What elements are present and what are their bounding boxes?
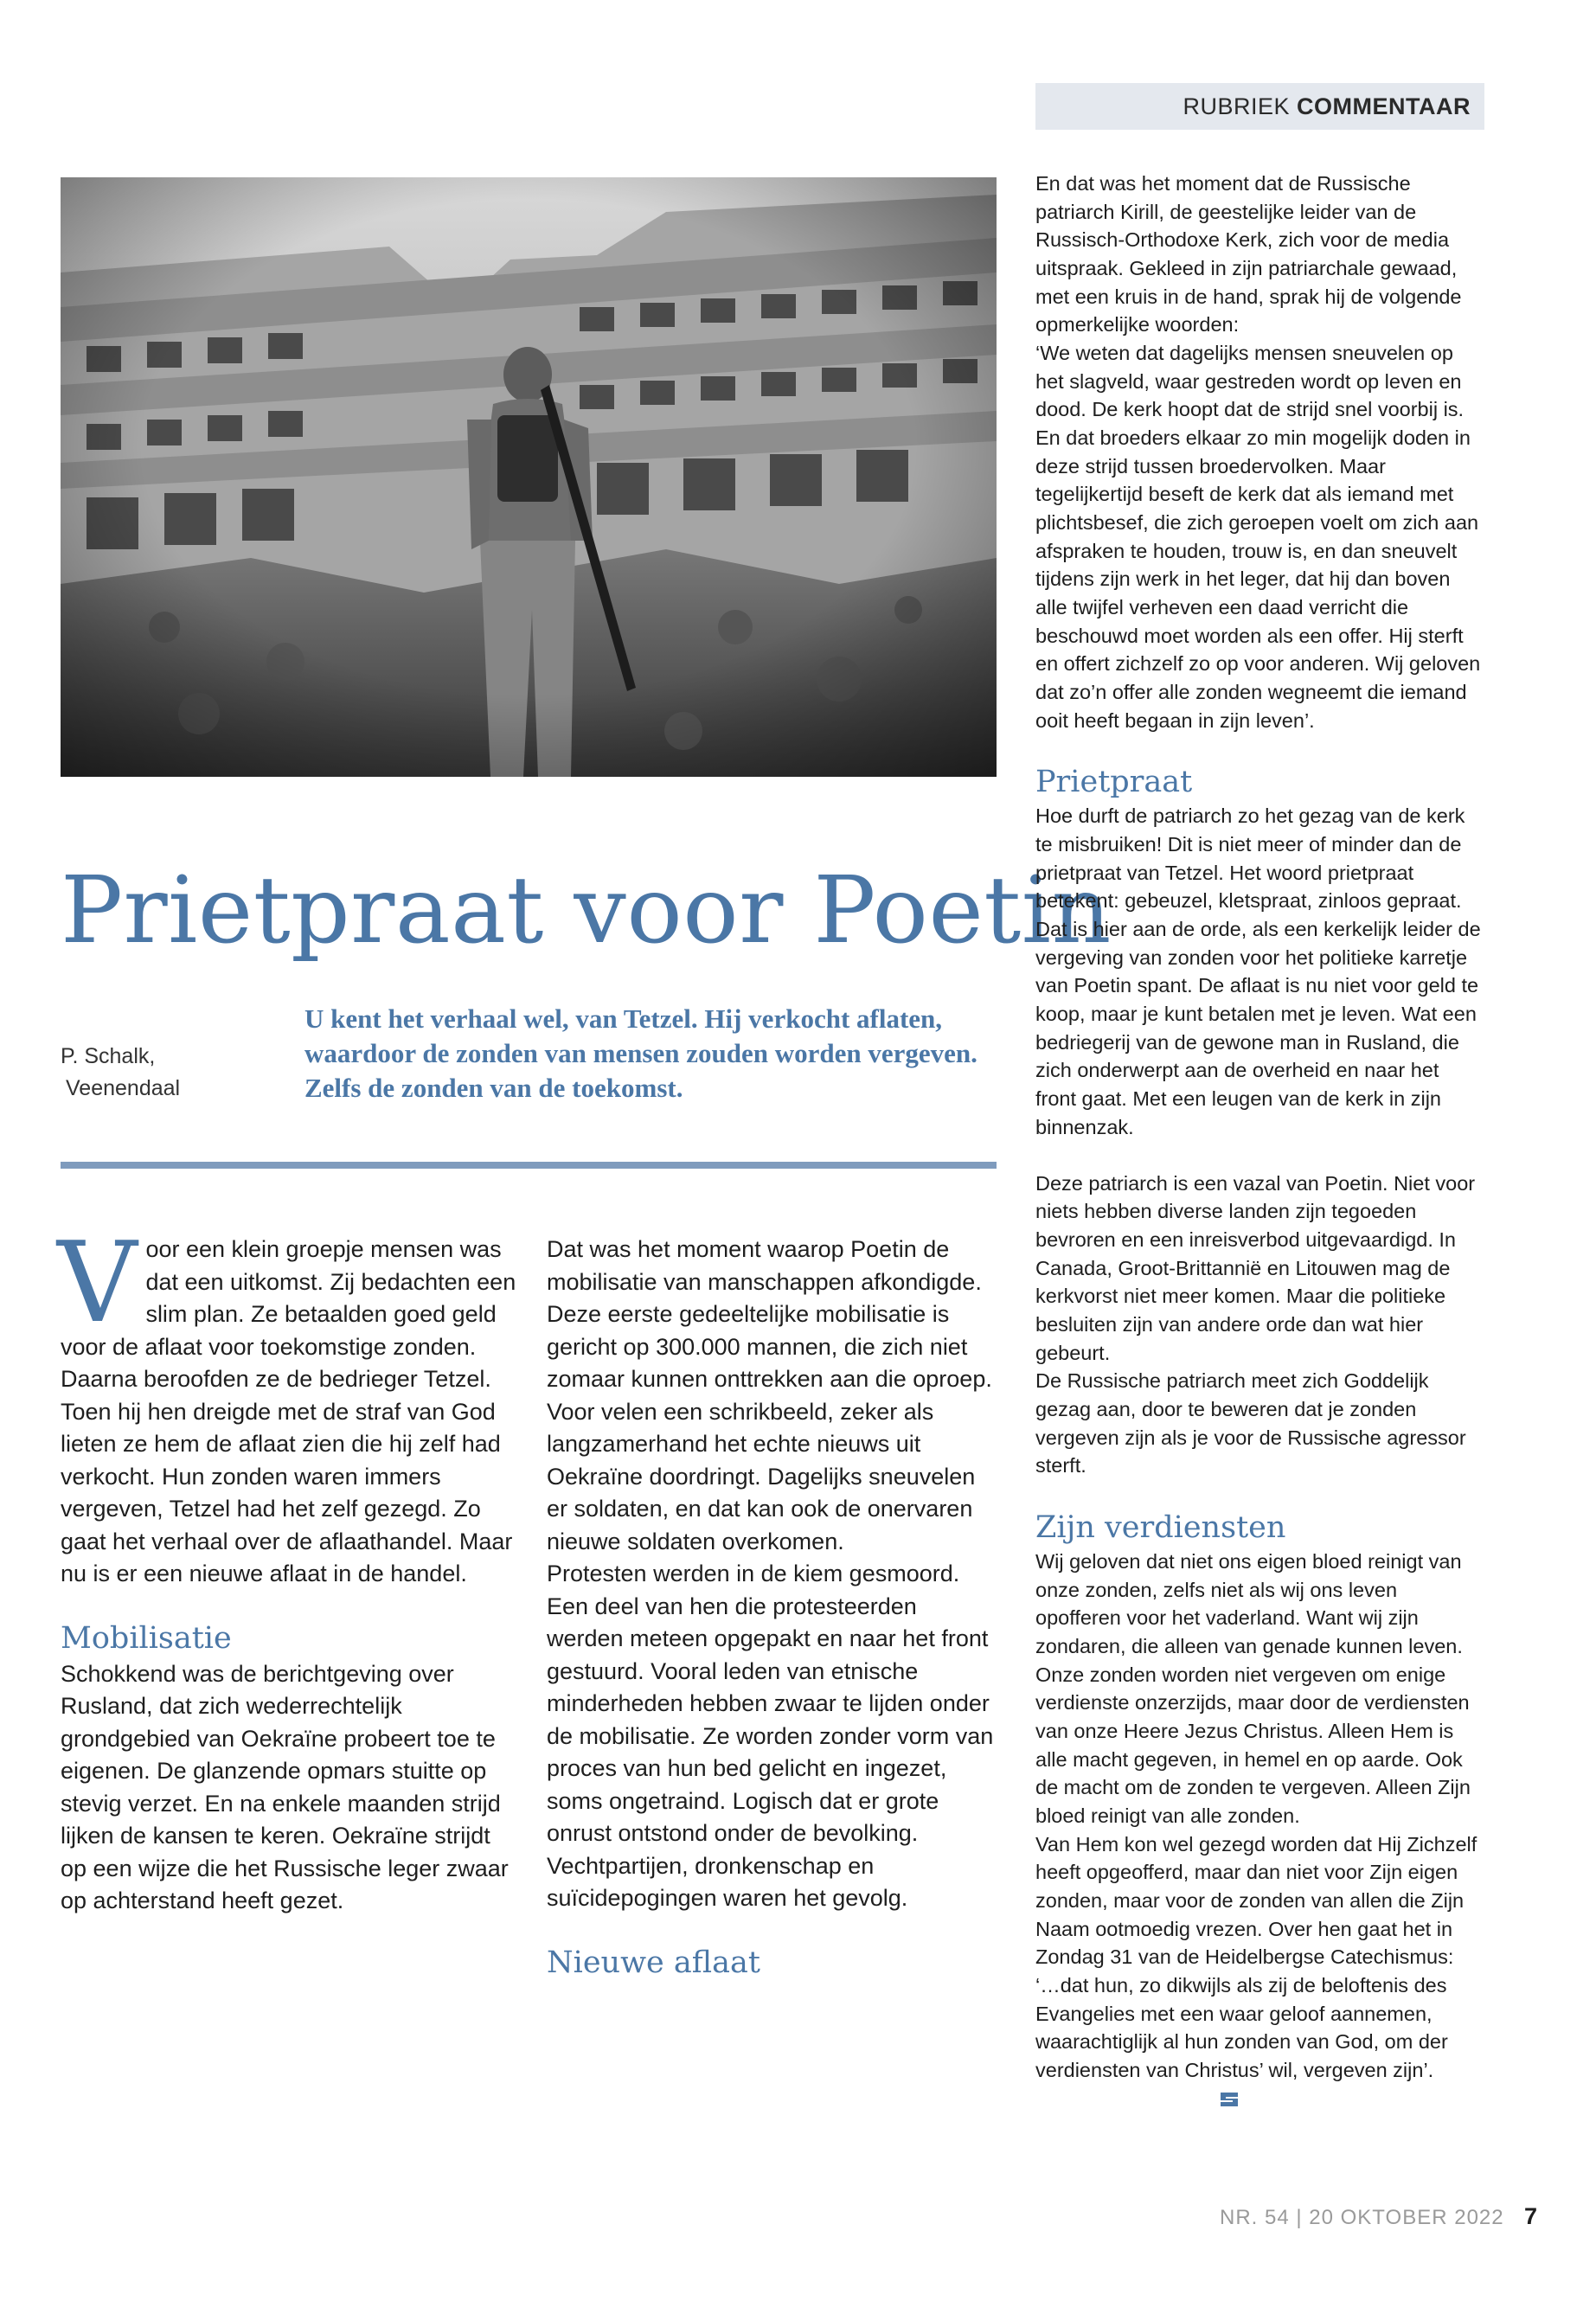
article-photo [61,177,997,777]
heading-nieuwe-aflaat: Nieuwe aflaat [547,1945,760,1980]
page-number: 7 [1524,2203,1538,2229]
soldier-ruins-illustration [61,177,997,777]
body-column-3 [1035,170,1484,2112]
paragraph: Deze patriarch is een vazal van Poetin. Niet voor niets hebben diverse landen zijn tegoeden bevroren en een inreisverbod uitgevaardigd. In Canada, Groot-Brittannië en Litouwen mag de kerkvorst niet meer komen. Maar die politieke besluiten zijn van andere orde dan wat hier gebeurt. [1035,1171,1476,1364]
author-name: P. Schalk, [61,1044,156,1068]
heading-mobilisatie: Mobilisatie [61,1620,232,1656]
section-prefix: RUBRIEK [1183,93,1298,119]
section-name: COMMENTAAR [1297,93,1471,119]
article-lead: U kent het verhaal wel, van Tetzel. Hij verkocht aflaten, waardoor de zonden van mensen zouden worden vergeven. Zelfs de zonden van de toekomst. [304,1003,977,1103]
paragraph: Schokkend was de berichtgeving over Rusland, dat zich wederrechtelijk grondgebied van Oekraïne probeert toe te eigenen. De glanzende opmars stuitte op stevig verzet. En na enkele maanden strijd lijken de kansen te keren. Oekraïne strijdt op een wijze die het Russische leger zwaar op achterstand heeft gezet. [61,1660,509,1913]
heading-prietpraat: Prietpraat [1035,765,1193,800]
paragraph-continued: Dat was het moment waarop Poetin de mobilisatie van manschappen afkondigde. Deze eerste gedeeltelijke mobilisatie is gericht op 300.000 mannen, die zich niet zomaar kunnen onttrekken aan die oproep. Voor velen een schrikbeeld, zeker als langzamerhand het echte nieuws uit Oekraïne doordringt. Dagelijks sneuvelen er soldaten, en dat kan ook de onervaren nieuwe soldaten overkomen. [547,1236,992,1554]
section-label [1035,83,1484,130]
intro-text: oor een klein groepje mensen was dat een uitkomst. Zij bedachten een slim plan. Ze betaalden goed geld voor de aflaat voor toekomstige zonden. Daarna beroofden ze de bedrieger Tetzel. Toen hij hen dreigde met de straf van God lieten ze hem de aflaat zien die hij zelf had verkocht. Hun zonden waren immers vergeven, Tetzel had het zelf gezegd. Zo gaat het verhaal over de aflaathandel. Maar nu is er een nieuwe aflaat in de handel. [61,1236,516,1586]
paragraph: Protesten werden in de kiem gesmoord. Een deel van hen die protesteerden werden meteen opgepakt en naar het front gestuurd. Vooral leden van etnische minderheden hebben zwaar te lijden onder de mobilisatie. Ze worden zonder vorm van proces van hun bed gelicht en ingezet, soms ongetraind. Logisch dat er grote onrust ontstond onder de bevolking. Vechtpartijen, dronkenschap en suïcidepogingen waren het gevolg. [547,1561,994,1911]
paragraph: Hoe durft de patriarch zo het gezag van de kerk te misbruiken! Dit is niet meer of minder dan de prietpraat van Tetzel. Het woord prietpraat betekent: gebeuzel, kletspraat, zinloos gepraat. Dat is hier aan de orde, als een kerkelijk leider de vergeving van zonden voor het politieke karretje van Poetin spant. De aflaat is nu niet voor geld te koop, maar je kunt betalen met je leven. Wat een bedriegerij van de gewone man in Rusland, die zich onderwerpt aan de overheid en naar het front gaat. Met een leugen van de kerk in zijn binnenzak. [1035,804,1481,1138]
closing-quote: ‘…dat hun, zo dikwijls als zij de beloftenis des Evangelies met een waar geloof aannemen, waarachtiglijk al hun zonden van God, om der verdiensten van Christus’ wil, vergeven zijn’. [1035,1971,1484,2112]
paragraph: De Russische patriarch meet zich Goddelijk gezag aan, door te beweren dat je zonden vergeven zijn als je voor de Russische agressor sterft. [1035,1369,1466,1477]
end-mark-icon [1217,2089,1241,2110]
section-divider [61,1162,997,1169]
paragraph: En dat was het moment dat de Russische patriarch Kirill, de geestelijke leider van de Russisch-Orthodoxe Kerk, zich voor de media uitspraak. Gekleed in zijn patriarchale gewaad, met een kruis in de hand, sprak hij de volgende opmerkelijke woorden: [1035,172,1462,336]
quote-paragraph: ‘We weten dat dagelijks mensen sneuvelen op het slagveld, waar gestreden wordt op leven en dood. De kerk hoopt dat de strijd snel voorbij is. En dat broeders elkaar zo min mogelijk doden in deze strijd tussen broedervolken. Maar tegelijkertijd beseft de kerk dat als iemand met plichtsbesef, die zich geroepen voelt om zich aan afspraken te houden, trouw is, en dan sneuvelt tijdens zijn werk in het leger, dat hij dan boven alle twijfel verheven een daad verricht die beschouwd moet worden als een offer. Hij sterft en offert zichzelf zo op voor anderen. Wij geloven dat zo’n offer alle zonden wegneemt die iemand ooit heeft begaan in zijn leven’. [1035,342,1481,732]
paragraph: Wij geloven dat niet ons eigen bloed reinigt van onze zonden, zelfs niet als wij ons leven opofferen voor het vaderland. Want wij zijn zondaren, die alleen van genade kunnen leven. Onze zonden worden niet vergeven om enige verdienste onzerzijds, maar door de verdiensten van onze Heere Jezus Christus. Alleen Hem is alle macht gegeven, in hemel en op aarde. Ook de macht om de zonden te vergeven. Alleen Zijn bloed reinigt van alle zonden. [1035,1549,1471,1827]
issue-info: NR. 54 | 20 OKTOBER 2022 [1220,2206,1504,2229]
body-column-2 [547,1234,997,1983]
article-title: Prietpraat voor Poetin [61,857,1112,965]
body-column-1 [57,1219,519,1918]
author-byline [61,1041,180,1105]
heading-zijn-verdiensten: Zijn verdiensten [1035,1509,1286,1545]
intro-paragraph [57,1219,519,1591]
author-place: Veenendaal [66,1076,181,1100]
paragraph: Van Hem kon wel gezegd worden dat Hij Zichzelf heeft opgeofferd, maar dan niet voor Zijn eigen zonden, maar voor de zonden van allen die Zijn Naam ootmoedig vrezen. Over hen gaat het in Zondag 31 van de Heidelbergse Catechismus: [1035,1832,1477,1969]
drop-cap: V [57,1219,138,1348]
